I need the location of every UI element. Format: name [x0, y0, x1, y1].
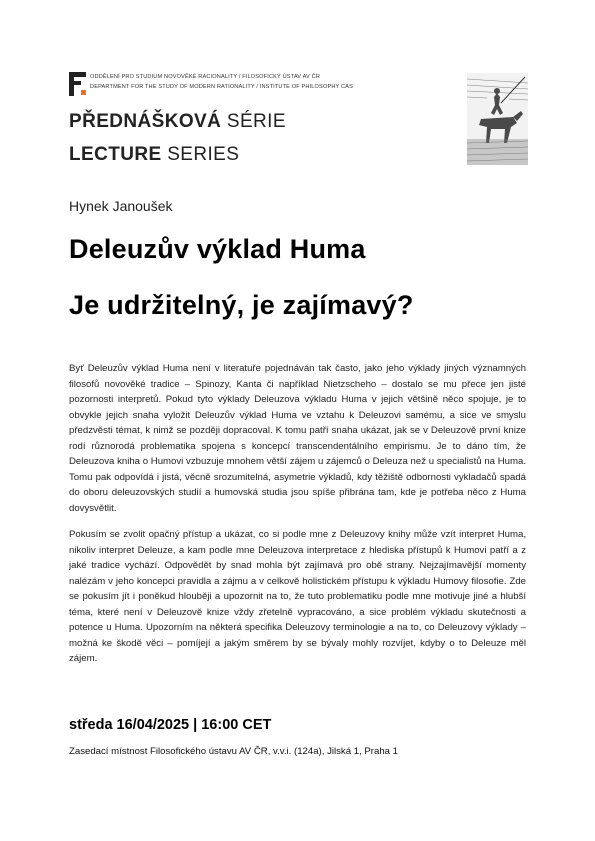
- abstract: [69, 361, 526, 678]
- knight-on-horse-engraving: [467, 73, 528, 165]
- institute-line-cz: ODDĚLENÍ PRO STUDIUM NOVOVĚKÉ RACIONALITY / FILOSOFICKÝ ÚSTAV AV ČR: [90, 74, 321, 80]
- series-en-bold: LECTURE: [69, 144, 162, 165]
- abstract-paragraph-1: Byť Deleuzův výklad Huma není v literatuře pojednáván tak často, jako jeho výklady jiných významných filosofů novověké tradice – Spinozy, Kanta či například Nietzscheho – dostalo se mu přece jen jisté pozornosti interpretů. Pokud tyto výklady Deleuzova výkladu Huma v jejich většině něco spojuje, je to obvykle jejich snaha vyložit Deleuzův výklad Huma ve vztahu k Deleuzovi samému, a sice ve smyslu předzvěsti témat, k nimž se později dopracoval. K tomu patří snaha ukázat, jak se v Deleuzově první knize rodí různorodá problematika spojena s koncepcí transcendentálního empirismu. Je to dáno tím, že Deleuzova kniha o Humovi vzbuzuje mnohem větší zájem u zájemců o Deleuza než u specialistů na Huma. Tomu pak odpovídá i jistá, věcně srozumitelná, asymetrie výkladů, kdy těžiště odbornosti vykladačů spadá do oboru deleuzovských studií a humovská studia jsou spíše přibrána tam, kde je potřeba něco z Huma dovysvětlit.: [69, 363, 526, 514]
- series-cz-regular: SÉRIE: [226, 111, 286, 132]
- series-en-regular: SERIES: [167, 144, 240, 165]
- institute-line-en: DEPARTMENT FOR THE STUDY OF MODERN RATIONALITY / INSTITUTE OF PHILOSOPHY CAS: [90, 84, 353, 90]
- lecturer-name: Hynek Janoušek: [69, 198, 173, 214]
- lecture-datetime: středa 16/04/2025 | 16:00 CET: [69, 717, 272, 733]
- abstract-paragraph-2: Pokusím se zvolit opačný přístup a ukázat, co si podle mne z Deleuzovy knihy může vzít interpret Huma, nikoliv interpret Deleuze, a kam podle mne Deleuzova interpretace z hlediska přístupů k Humovi patří a z jaké tradice vychází. Odpovědět by snad mohla být zajímavá pro obě strany. Nejzajímavější momenty nalézám v jeho koncepci pravidla a zájmu a v celkově holistickém přístupu k výkladu Humovy filosofie. Zde se pokusím jít i poněkud hlouběji a upozornit na to, že tuto problematiku podle mne motivuje jiné a hlubší téma, které není v Deleuzově knize vždy zřetelně vypracováno, a sice problém výkladu skutečnosti a potence u Huma. Upozorním na některá specifika Deleuzovy terminologie a na to, co Deleuzovy výklady – možná ke škodě věci – pomíjejí a jakým směrem by se bývaly mohly rozvíjet, kdyby o to Deleuze měl zájem.: [69, 529, 526, 664]
- series-title: [69, 105, 286, 171]
- institute-logo-icon: [69, 72, 86, 96]
- institute-name: [90, 72, 353, 92]
- series-cz-bold: PŘEDNÁŠKOVÁ: [69, 111, 222, 132]
- lecture-venue: Zasedací místnost Filosofického ústavu AV ČR, v.v.i. (124a), Jilská 1, Praha 1: [69, 746, 398, 757]
- lecture-title: Deleuzův výklad Huma: [69, 234, 366, 264]
- lecture-subtitle: Je udržitelný, je zajímavý?: [69, 290, 414, 320]
